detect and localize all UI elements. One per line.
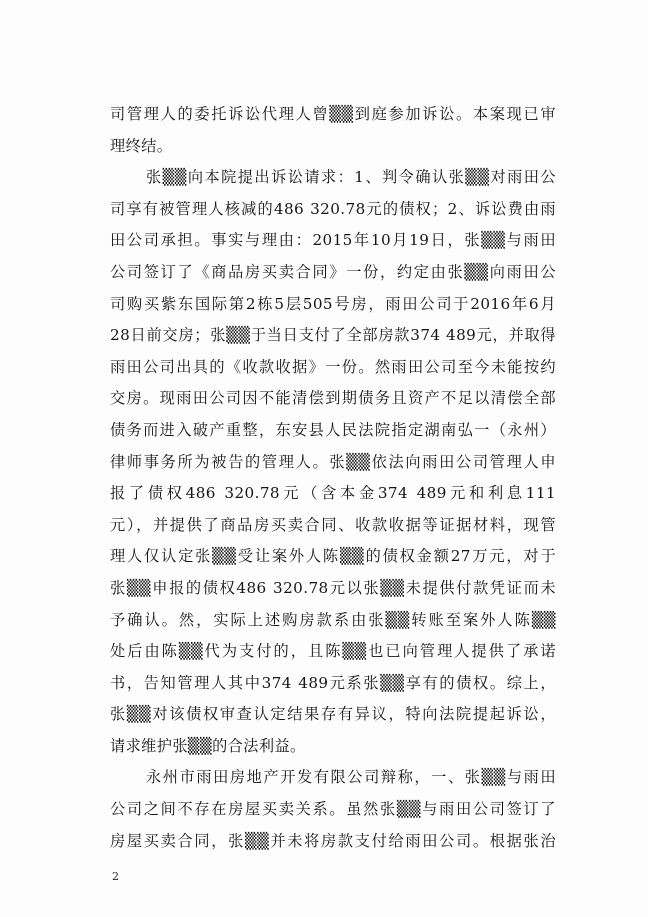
text-line: 交房。现雨田公司因不能清偿到期债务且资产不足以清偿全部 bbox=[110, 389, 556, 408]
text-line: 元），并提供了商品房买卖合同、收款收据等证据材料，现管 bbox=[110, 515, 556, 534]
text-line: 予确认。然，实际上述购房款系由张▒▒转账至案外人陈▒▒ bbox=[110, 610, 556, 629]
text-line: 律师事务所为被告的管理人。张▒▒依法向雨田公司管理人申 bbox=[110, 452, 556, 471]
document-body bbox=[110, 99, 556, 857]
text-line: 公司签订了《商品房买卖合同》一份，约定由张▒▒向雨田公 bbox=[110, 262, 556, 281]
page-number: 2 bbox=[112, 870, 119, 883]
text-line: 28日前交房；张▒▒于当日支付了全部房款374 489元，并取得 bbox=[110, 326, 556, 345]
text-line: 房屋买卖合同，张▒▒并未将房款支付给雨田公司。根据张治 bbox=[110, 831, 556, 850]
text-line: 司管理人的委托诉讼代理人曾▒▒到庭参加诉讼。本案现已审 bbox=[110, 105, 556, 123]
text-line: 理人仅认定张▒▒受让案外人陈▒▒的债权金额27万元，对于 bbox=[110, 547, 556, 566]
text-line: 司购买紫东国际第2栋5层505号房，雨田公司于2016年6月 bbox=[110, 294, 556, 313]
text-line: 司享有被管理人核减的486 320.78元的债权；2、诉讼费由雨 bbox=[110, 199, 556, 218]
text-line: 张▒▒申报的债权486 320.78元以张▒▒未提供付款凭证而未 bbox=[110, 578, 556, 597]
text-line: 田公司承担。事实与理由：2015年10月19日，张▒▒与雨田 bbox=[110, 231, 556, 250]
text-line: 公司之间不存在房屋买卖关系。虽然张▒▒与雨田公司签订了 bbox=[110, 800, 556, 819]
text-line: 理终结。 bbox=[110, 136, 173, 155]
text-line: 报了债权486 320.78元（含本金374 489元和利息111 bbox=[110, 484, 556, 503]
text-line: 债务而进入破产重整，东安县人民法院指定湖南弘一（永州） bbox=[110, 420, 556, 439]
text-line: 请求维护张▒▒的合法利益。 bbox=[110, 736, 306, 755]
text-line: 张▒▒对该债权审查认定结果存有异议，特向法院提起诉讼， bbox=[110, 705, 556, 724]
text-line: 书，告知管理人其中374 489元系张▒▒享有的债权。综上， bbox=[110, 673, 556, 692]
text-line: 雨田公司出具的《收款收据》一份。然雨田公司至今未能按约 bbox=[110, 357, 556, 376]
text-line: 张▒▒向本院提出诉讼请求：1、判令确认张▒▒对雨田公 bbox=[146, 168, 556, 187]
text-line: 永州市雨田房地产开发有限公司辩称，一、张▒▒与雨田 bbox=[146, 768, 556, 787]
text-line: 处后由陈▒▒代为支付的，且陈▒▒也已向管理人提供了承诺 bbox=[110, 642, 556, 661]
